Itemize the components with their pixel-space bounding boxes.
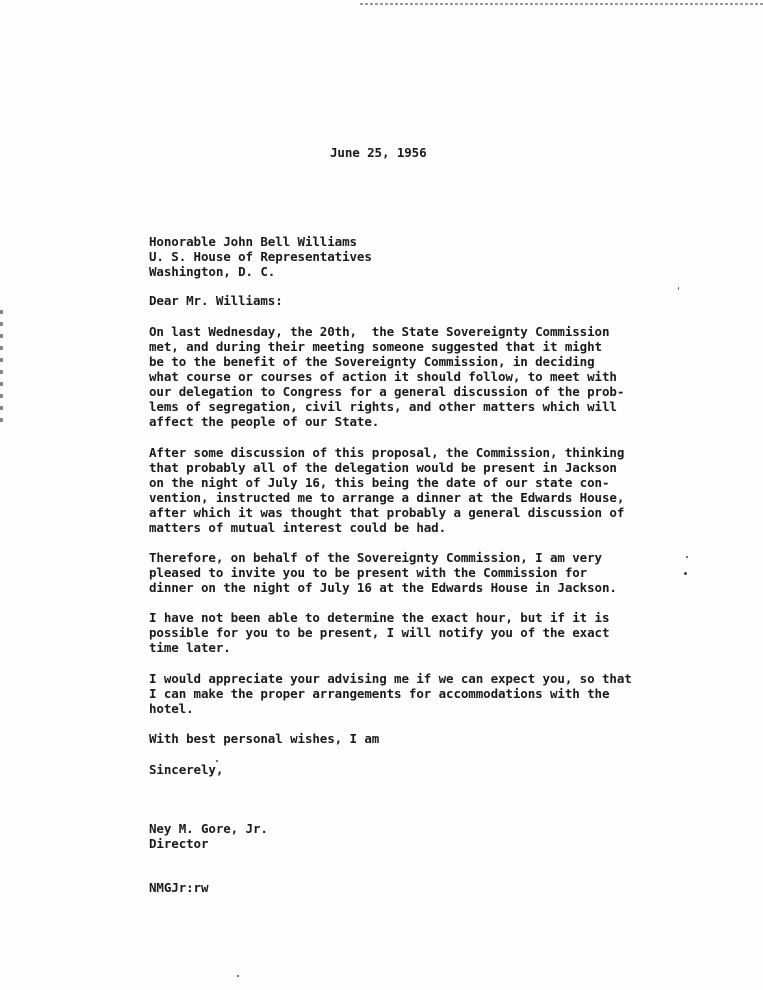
paragraph-line: on the night of July 16, this being the date of our state con-	[149, 475, 610, 490]
paragraph-line: that probably all of the delegation would be present in Jackson	[149, 460, 617, 475]
speck	[678, 287, 679, 290]
signer-title: Director	[149, 836, 209, 851]
signer-name: Ney M. Gore, Jr.	[149, 821, 268, 836]
paragraph-line: our delegation to Congress for a general discussion of the prob-	[149, 384, 625, 399]
paragraph-line: what course or courses of action it should follow, to meet with	[149, 369, 617, 384]
address-line: Honorable John Bell Williams	[149, 234, 357, 249]
paragraph-line: possible for you to be present, I will notify you of the exact	[149, 625, 610, 640]
paragraph-line: vention, instructed me to arrange a dinner at the Edwards House,	[149, 490, 625, 505]
paragraph-line: be to the benefit of the Sovereignty Commission, in deciding	[149, 354, 595, 369]
speck	[237, 975, 239, 977]
paragraph-line: time later.	[149, 640, 231, 655]
address-line: U. S. House of Representatives	[149, 249, 372, 264]
paragraph-1	[149, 324, 624, 429]
address-line: Washington, D. C.	[149, 264, 276, 279]
paragraph-6	[149, 731, 379, 746]
top-edge-rule	[360, 3, 763, 5]
paragraph-line: matters of mutual interest could be had.	[149, 520, 447, 535]
paragraph-line: hotel.	[149, 701, 194, 716]
paragraph-2	[149, 445, 624, 535]
paragraph-3	[149, 550, 617, 595]
speck	[686, 556, 688, 558]
paragraph-line: I would appreciate your advising me if we can expect you, so that	[149, 671, 632, 686]
left-edge-marks	[0, 310, 3, 430]
speck	[684, 572, 687, 575]
reference-initials: NMGJr:rw	[149, 880, 209, 895]
complimentary-close: Sincerely,	[149, 762, 224, 777]
paragraph-4	[149, 610, 609, 655]
letter-date: June 25, 1956	[330, 145, 427, 160]
paragraph-line: lems of segregation, civil rights, and other matters which will	[149, 399, 617, 414]
recipient-address	[149, 234, 372, 279]
paragraph-line: I have not been able to determine the exact hour, but if it is	[149, 610, 610, 625]
paragraph-line: affect the people of our State.	[149, 414, 380, 429]
paragraph-line: after which it was thought that probably a general discussion of	[149, 505, 625, 520]
paragraph-5	[149, 671, 632, 716]
paragraph-line: met, and during their meeting someone suggested that it might	[149, 339, 602, 354]
speck	[216, 760, 218, 762]
paragraph-line: Therefore, on behalf of the Sovereignty Commission, I am very	[149, 550, 602, 565]
paragraph-line: pleased to invite you to be present with the Commission for	[149, 565, 588, 580]
paragraph-line: With best personal wishes, I am	[149, 731, 380, 746]
paragraph-line: After some discussion of this proposal, the Commission, thinking	[149, 445, 625, 460]
signature-block	[149, 821, 268, 851]
paragraph-line: dinner on the night of July 16 at the Edwards House in Jackson.	[149, 580, 617, 595]
salutation: Dear Mr. Williams:	[149, 293, 283, 308]
paragraph-line: On last Wednesday, the 20th, the State Sovereignty Commission	[149, 324, 610, 339]
paragraph-line: I can make the proper arrangements for accommodations with the	[149, 686, 610, 701]
